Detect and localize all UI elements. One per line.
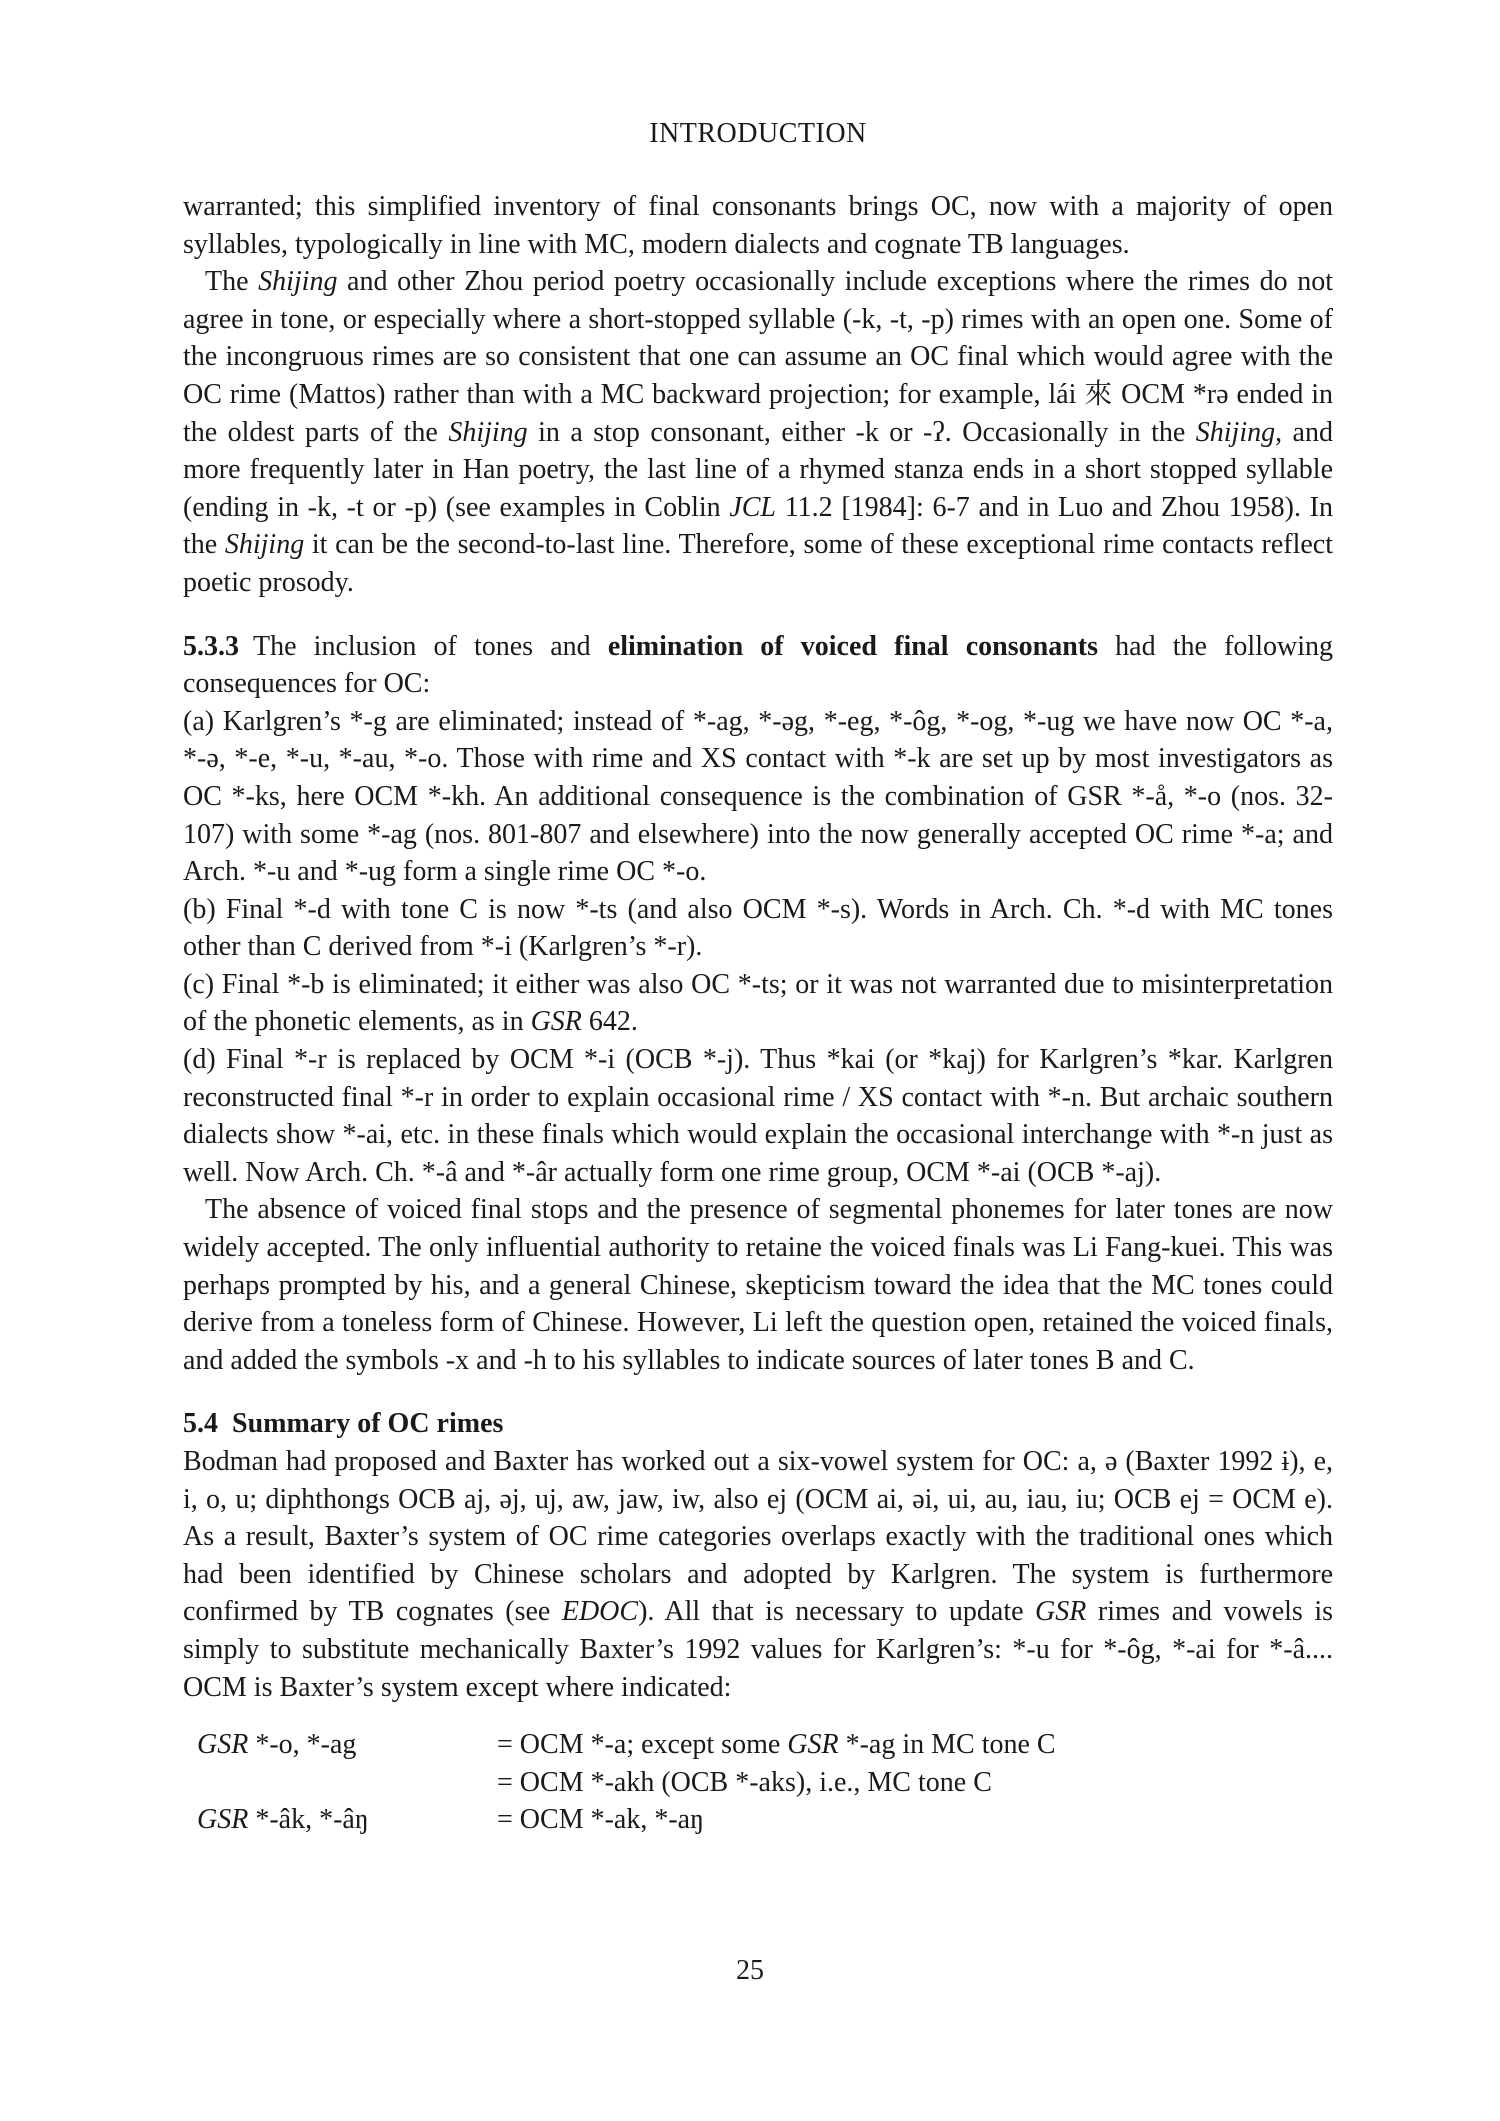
page-number: 25 [736, 1955, 764, 1986]
table-row: = OCM *-akh (OCB *-aks), i.e., MC tone C [497, 1766, 992, 1798]
list-item-a: (a) Karlgren’s *-g are eliminated; instead of *-ag, *-əg, *-eg, *-ôg, *-og, *-ug we have now OC *-a, *-ə, *-e, *-u, *-au, *-o. Those with rime and XS contact with *-k are set up by most investigators as OC *-ks, here OCM *-kh. An additional consequence is the combination of GSR *-å, *-o (nos. 32-107) with some *-ag (nos. 801-807 and elsewhere) into the now generally accepted OC rime *-a; and Arch. *-u and *-ug form a single rime OC *-o. [183, 705, 1333, 888]
section-5-3-3 [183, 628, 1333, 1192]
section-5-3-3-intro: 5.3.3 The inclusion of tones and elimination of voiced final consonants had the following consequences for OC: [183, 630, 1333, 700]
list-item-b: (b) Final *-d with tone C is now *-ts (and also OCM *-s). Words in Arch. Ch. *-d with MC tones other than C derived from *-i (Karlgren’s *-r). [183, 893, 1333, 963]
section-title: Summary of OC rimes [232, 1408, 504, 1440]
absence-paragraph: The absence of voiced final stops and the presence of segmental phonemes for later tones are now widely accepted. The only influential authority to retaine the voiced finals was Li Fang-kuei. This was perhaps prompted by his, and a general Chinese, skepticism toward the idea that the MC tones could derive from a toneless form of Chinese. However, Li left the question open, retained the voiced finals, and added the symbols -x and -h to his syllables to indicate sources of later tones B and C. [183, 1194, 1333, 1376]
section-5-4 [183, 1405, 1333, 1839]
section-5-4-paragraph: Bodman had proposed and Baxter has worked out a six-vowel system for OC: a, ə (Baxter 1992 ɨ), e, i, o, u; diphthongs OCB aj, əj, uj, aw, jaw, iw, also ej (OCM ai, əi, ui, au, iau, iu; OCB ej = OCM e). As a result, Baxter’s system of OC rime categories overlaps exactly with the traditional ones which had been identified by Chinese scholars and adopted by Karlgren. The system is furthermore confirmed by TB cognates (see EDOC). All that is necessary to update GSR rimes and vowels is simply to substitute mechanically Baxter’s 1992 values for Karlgren’s: *-u for *-ôg, *-ai for *-â.... OCM is Baxter’s system except where indicated: [183, 1446, 1333, 1703]
page-body [183, 118, 1333, 1839]
rime-correspondence-table [197, 1726, 1056, 1839]
section-5-4-heading [183, 1405, 1333, 1443]
section-number: 5.3.3 [183, 630, 239, 662]
continuation-paragraph: warranted; this simplified inventory of final consonants brings OC, now with a majority of open syllables, typologically in line with MC, modern dialects and cognate TB languages. [183, 191, 1333, 260]
running-head: INTRODUCTION [649, 118, 867, 149]
section-number: 5.4 [183, 1408, 218, 1440]
list-item-c: (c) Final *-b is eliminated; it either was also OC *-ts; or it was not warranted due to misinterpretation of the phonetic elements, as in GSR 642. [183, 968, 1333, 1038]
table-row: GSR *-âk, *-âŋ = OCM *-ak, *-aŋ [197, 1804, 704, 1836]
table-row: GSR *-o, *-ag = OCM *-a; except some GSR *-ag in MC tone C [197, 1729, 1056, 1761]
shijing-paragraph: The Shijing and other Zhou period poetry occasionally include exceptions where the rimes do not agree in tone, or especially where a short-stopped syllable (-k, -t, -p) rimes with an open one. Some of the incongruous rimes are so consistent that one can assume an OC final which would agree with the OC rime (Mattos) rather than with a MC backward projection; for example, lái 來 OCM *rə ended in the oldest parts of the Shijing in a stop consonant, either -k or -ʔ. Occasionally in the Shijing, and more frequently later in Han poetry, the last line of a rhymed stanza ends in a short stopped syllable (ending in -k, -t or -p) (see examples in Coblin JCL 11.2 [1984]: 6-7 and in Luo and Zhou 1958). In the Shijing it can be the second-to-last line. Therefore, some of these exceptional rime contacts reflect poetic prosody. [183, 266, 1334, 598]
list-item-d: (d) Final *-r is replaced by OCM *-i (OCB *-j). Thus *kai (or *kaj) for Karlgren’s *kar. Karlgren reconstructed final *-r in order to explain occasional rime / XS contact with *-n. But archaic southern dialects show *-ai, etc. in these finals which would explain the occasional interchange with *-n just as well. Now Arch. Ch. *-â and *-âr actually form one rime group, OCM *-ai (OCB *-aj). [183, 1044, 1333, 1188]
